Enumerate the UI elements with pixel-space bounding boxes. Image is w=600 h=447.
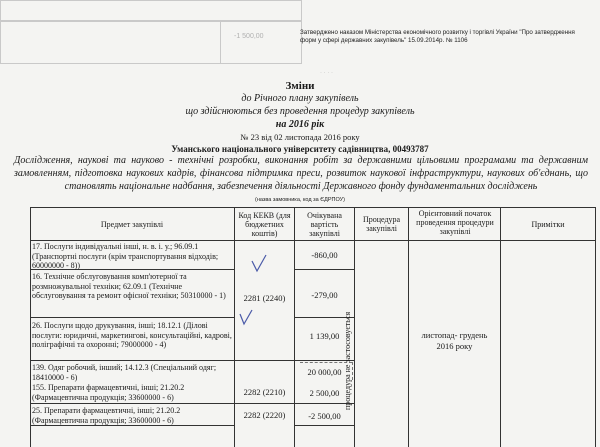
page-title: Зміни (285, 80, 315, 92)
table-row-subject: 16. Технічне обслуговування комп'ютерної та розмножувальної техніки; 62.09.1 (Технічне обслуговування та ремонт офісної техніки; 50310000 - 1) (32, 272, 226, 300)
subtitle-procedures: що здійснюються без проведення процедур закупівель (185, 106, 415, 117)
approval-note: Затверджено наказом Міністерства економічного розвитку і торгівлі України "Про затвердження форм у сфері державних закупівель" 15.09.2014р. № 1106 (300, 29, 575, 44)
col-header-amount: Очікувана вартість закупівлі (307, 211, 342, 238)
col-header-notes: Примітки (531, 220, 565, 229)
budget-program-description: Дослідження, наукові та науково - технічні розробки, виконання робіт за державними цільовими програмами та державним замовленням, підготовка наукових кадрів, фінансова підтримка преси, розвиток наукової інфраструктури, наукових об'єднань, що становлять національне надбання, забезпечення діяльності Державного фонду фундаментальних досліджень (14, 155, 588, 192)
procedure-vertical-text: процедура не застосовується (343, 311, 352, 410)
table-row-amount: -279,00 (311, 290, 338, 300)
start-period-months: листопад- грудень (421, 330, 488, 340)
customer-name-note: (назва замовника, код за ЄДРПОУ) (255, 197, 345, 203)
bleed-through-right: · · · · (320, 70, 333, 76)
col-header-kekv: Код КЕКВ (для бюджетних коштів) (238, 211, 291, 238)
table-row-amount: -2 500,00 (308, 411, 341, 421)
subtitle-year: на 2016 рік (275, 119, 325, 130)
table-row-subject: 155. Препарати фармацевтичні, інші; 21.20.2 (Фармацевтична продукція; 33600000 - 6) (32, 383, 185, 402)
subtitle-plan: до Річного плану закупівель (241, 93, 359, 104)
table-row-amount: -860,00 (311, 250, 338, 260)
kekv-group-1: 2281 (2240) (243, 293, 286, 303)
table-row-amount: 20 000,00 (307, 367, 342, 377)
pen-check-icon (250, 253, 268, 275)
table-row-amount: 1 139,00 (309, 331, 340, 341)
organization-name: Уманського національного університету садівництва, 00493787 (171, 144, 429, 154)
start-period (409, 330, 500, 352)
table-row-subject: 25. Препарати фармацевтичні, інші; 21.20.2 (Фармацевтична продукція; 33600000 - 6) (32, 406, 181, 425)
table-row-subject: 17. Послуги індивідуальні інші, н. в. і. у.; 96.09.1 (Транспортні послуги (крім транспортування відходів; 60000000 - 8)) (32, 242, 219, 270)
pen-check-icon (238, 308, 254, 328)
bleed-through-table: -1 500,00 (0, 0, 300, 62)
table-row-subject: 139. Одяг робочий, інший; 14.12.3 (Спеціальний одяг; 18410000 - 6) (32, 363, 217, 382)
table-row-amount: 2 500,00 (309, 388, 340, 398)
col-header-procedure: Процедура закупівлі (362, 215, 401, 233)
col-header-start: Орієнтовний початок проведення процедури закупівлі (416, 209, 494, 236)
kekv-group-2: 2282 (2210) (243, 387, 286, 397)
changes-table (30, 207, 596, 447)
document-number-date: № 23 від 02 листопада 2016 року (240, 132, 360, 142)
kekv-group-3: 2282 (2220) (243, 410, 286, 420)
table-row-subject: 26. Послуги щодо друкування, інші; 18.12.1 (Ділові послуги: юридичні, маркетингові, консультаційні, кадрові, поліграфічні та охоронні; 79000000 - 4) (32, 321, 232, 349)
start-period-year: 2016 року (436, 341, 473, 351)
col-header-subject: Предмет закупівлі (100, 220, 164, 229)
